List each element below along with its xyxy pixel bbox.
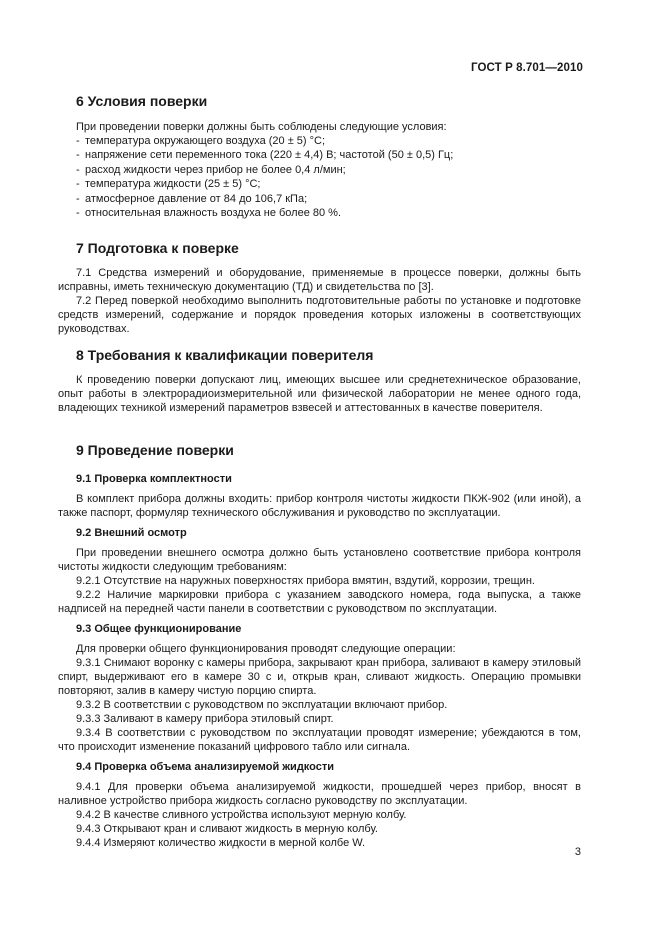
section-8 [58,347,581,415]
paragraph: 9.3.3 Заливают в камеру прибора этиловый спирт. [76,713,334,725]
paragraph: 7.2 Перед поверкой необходимо выполнить подготовительные работы по установке и подготовке средств измерений, содержание и порядок проведения которых изложены в соответствующих руководствах. [58,295,581,335]
page-number: 3 [574,846,581,858]
subsection-9-1-title: 9.1 Проверка комплектности [76,473,232,485]
section-9-title: 9 Проведение поверки [76,442,234,458]
paragraph: 9.3.4 В соответствии с руководством по эксплуатации проводят измерение; убеждаются в том, что происходит изменение показаний цифрового табло или сигнала. [58,727,581,753]
subsection-9-2-title: 9.2 Внешний осмотр [76,527,187,539]
document-header: ГОСТ Р 8.701—2010 [471,62,583,74]
section-7-title: 7 Подготовка к поверке [76,240,239,256]
section-7 [58,240,581,336]
list-item: - относительная влажность воздуха не более 80 %. [76,207,342,220]
paragraph: Для проверки общего функционирования проводят следующие операции: [76,643,456,655]
paragraph: 9.3.1 Снимают воронку с камеры прибора, закрывают кран прибора, заливают в камеру этиловый спирт, выдерживают его в камере 30 с и, открыв кран, сливают жидкость. Операцию промывки повторяют, залив в камеру чистую порцию спирта. [58,657,581,697]
section-6-intro: При проведении поверки должны быть соблюдены следующие условия: [76,121,447,133]
section-9 [58,442,581,850]
list-item: - расход жидкости через прибор не более 0,4 л/мин; [76,163,346,176]
subsection-9-4-title: 9.4 Проверка объема анализируемой жидкости [76,761,335,773]
paragraph: 9.4.3 Открывают кран и сливают жидкость в мерную колбу. [76,823,378,835]
section-8-title: 8 Требования к квалификации поверителя [76,347,374,363]
subsection-9-3-title: 9.3 Общее функционирование [76,623,242,635]
paragraph: 9.4.2 В качестве сливного устройства используют мерную колбу. [76,809,407,821]
paragraph: 9.4.1 Для проверки объема анализируемой жидкости, прошедшей через прибор, вносят в наливное устройство прибора жидкость согласно руководству по эксплуатации. [58,781,581,807]
paragraph: 7.1 Средства измерений и оборудование, применяемые в процессе поверки, должны быть исправны, иметь техническую документацию (ТД) и свидетельства по [3]. [58,267,581,293]
conditions-list [58,134,581,220]
paragraph: 9.3.2 В соответствии с руководством по эксплуатации включают прибор. [76,699,448,711]
paragraph: При проведении внешнего осмотра должно быть установлено соответствие прибора контроля чистоты жидкости следующим требованиям: [58,547,581,573]
list-item: - напряжение сети переменного тока (220 ± 4,4) В; частотой (50 ± 0,5) Гц; [76,149,454,162]
paragraph: 9.4.4 Измеряют количество жидкости в мерной колбе W. [76,837,366,849]
paragraph: 9.2.2 Наличие маркировки прибора с указанием заводского номера, года выпуска, а также надписей на передней части панели в соответствии с руководством по эксплуатации. [58,589,581,615]
section-6-title: 6 Условия поверки [76,93,208,109]
list-item: - температура жидкости (25 ± 5) °С; [76,178,261,191]
list-item: - атмосферное давление от 84 до 106,7 кПа; [76,192,308,205]
paragraph: К проведению поверки допускают лиц, имеющих высшее или среднетехническое образование, опыт работы в электрорадиоизмерительной или физической лаборатории не менее одного года, владеющих техникой измерений параметров взвесей и аттестованных в качестве поверителя. [58,374,581,414]
paragraph: В комплект прибора должны входить: прибор контроля чистоты жидкости ПКЖ-902 (или иной), а также паспорт, формуляр технического обслуживания и руководство по эксплуатации. [58,493,581,519]
paragraph: 9.2.1 Отсутствие на наружных поверхностях прибора вмятин, вздутий, коррозии, трещин. [76,575,535,587]
section-6 [58,93,581,220]
list-item: - температура окружающего воздуха (20 ± 5) °С; [76,135,326,147]
